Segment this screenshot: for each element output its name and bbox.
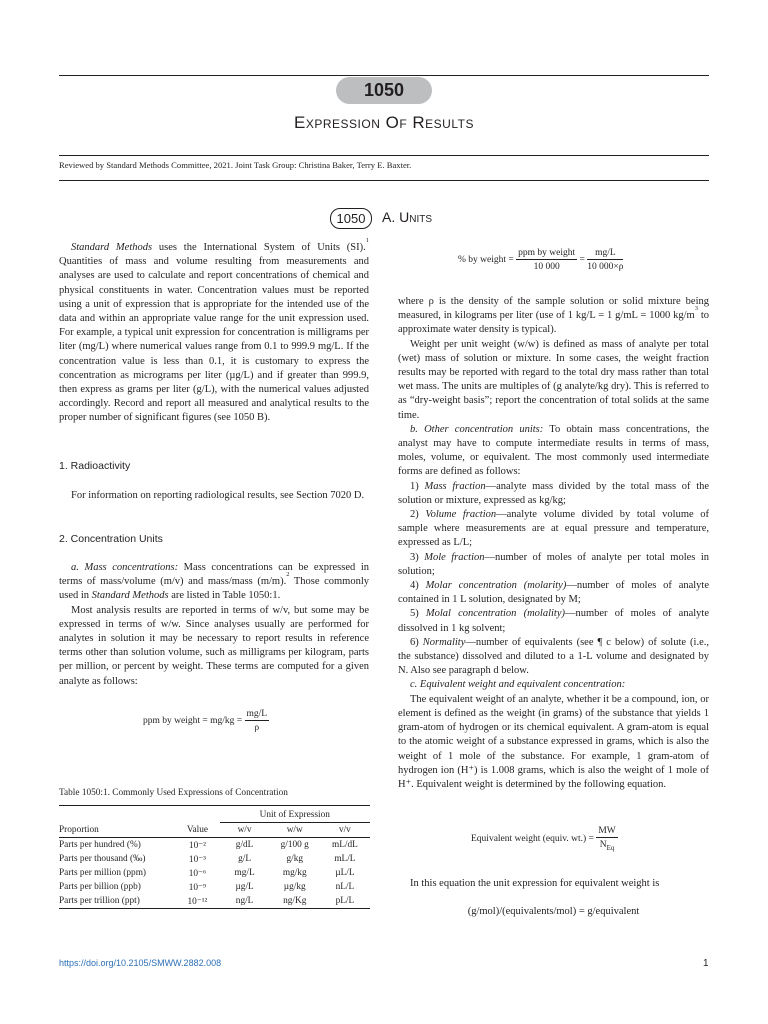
equivalent-heading: c. Equivalent weight and equivalent concentration: <box>410 679 626 691</box>
page-title: Expression Of Results <box>294 113 474 132</box>
list-item: 2) Volume fraction—analyte volume divided by total volume of sample where measurements are at equal pressure and temperature, expressed as L/L; <box>398 509 709 549</box>
section-number-badge: 1050 <box>336 77 432 104</box>
title-rule <box>59 155 709 156</box>
list-item: 1) Mass fraction—analyte mass divided by the total mass of the solution or mixture, expressed as kg/kg; <box>398 480 710 506</box>
reviewed-rule <box>59 180 709 181</box>
heading-concentration-units: 2. Concentration Units <box>59 533 163 545</box>
table-top-rule <box>59 805 370 806</box>
unit-header: Unit of Expression <box>220 808 371 823</box>
top-rule <box>59 75 709 76</box>
section-title: A. Units <box>382 209 433 225</box>
table-row: Parts per hundred (%) 10⁻² g/dL g/100 g mL/dL <box>59 840 358 851</box>
col-header: Proportion <box>59 824 99 835</box>
radioactivity-paragraph: For information on reporting radiological results, see Section 7020 D. <box>71 490 365 501</box>
table-row: Parts per billion (ppb) 10⁻⁹ µg/L µg/kg nL/L <box>59 882 355 893</box>
ppm-equation: ppm by weight = mg/kg = $\frac{mg/L}{\rho}$ <box>143 709 268 733</box>
units-equation: (g/mol)/(equivalents/mol) = g/equivalent <box>467 906 640 917</box>
table-caption: Table 1050:1. Commonly Used Expressions of Concentration <box>59 788 288 798</box>
col-header: v/v <box>338 825 351 835</box>
concentration-table <box>59 808 370 909</box>
list-item: 6) Normality—number of equivalents (see ¶ c below) of solute (i.e., the substance) dissolved and diluted to a 1-L volume and designated by N. Also see paragraph d below. <box>398 636 709 677</box>
table-row: Parts per thousand (‰) 10⁻³ g/L g/kg mL/L <box>59 854 356 865</box>
list-item: 3) Mole fraction—number of moles of analyte per total moles in solution; <box>398 551 709 577</box>
other-units-paragraph: b. Other concentration units: To obtain mass concentrations, the analyst may have to compute intermediate results in terms of mass, moles, volume, or equivalent. The most commonly used intermediate forms are defined as follows: <box>398 423 710 478</box>
section-badge: 1050 <box>330 208 372 229</box>
equivalent-paragraph: The equivalent weight of an analyte, whether it be a compound, ion, or element is defined as the weight (in grams) of the substance that yields 1 gram-atom of hydrogen or its chemical equivalent. A gram-atom is equal to the atomic weight of a substance expressed in grams, which is also the weight of 1 mole of the substance. For example, 1 gram-atom of hydrogen ion (H⁺) is 1.008 grams, which is also the weight of 1 mole of H⁺. Equivalent weight is determined by the following equation. <box>398 693 709 790</box>
reviewed-by: Reviewed by Standard Methods Committee, 2021. Joint Task Group: Christina Baker, Terry E. Baxter. <box>59 160 412 170</box>
right-column-text: where ρ is the density of the sample solution or solid mixture being measured, in kilograms per liter (use of 1 kg/L = 1 g/mL = 1000 $kg/m^3$ to approximate water density is typical). Weight per unit weight (w/w) is defined as mass of analyte per total (wet) mass of solution or mixture. In some cases, the weight fraction results may be reported with regard to the total dry mass rather than total wet mass. The units are multiples of (g analyte/kg dry). This is referred to as “dry-weight basis”; report the concentration of total solids at the same time. b. Other concentration units: To obtain mass concentrations, the analyst may have to compute intermediate results in terms of mass, moles, volume, or equivalent. The most commonly used intermediate forms are defined as follows: 1) Mass fraction—analyte mass divided by the total mass of the solution or mixture, expressed as kg/kg; 2) Volume fraction—analyte volume divided by total volume of sample where measurements are at equal pressure and temperature, expressed as L/L; 3) Mole fraction—number of moles of analyte per total moles in solution; 4) Molar concentration (molarity)—number of moles of analyte contained in 1 L solution, designated by M; 5) Molal concentration (molality)—number of moles of analyte dissolved in 1 kg solvent; 6) Normality—number of equivalents (see ¶ c below) of solute (i.e., the substance) dissolved and diluted to a 1-L volume and designated by N. Also see paragraph d below. c. Equivalent weight and equivalent concentration: The equivalent weight of an analyte, whether it be a compound, ion, or element is defined as the weight (in grams) of the substance that yields 1 gram-atom of hydrogen or its chemical equivalent. A gram-atom is equal to the atomic weight of a substance expressed in grams, which is also the weight of 1 mole of the substance. For example, 1 gram-atom of hydrogen ion (H⁺) is 1.008 grams, which is also the weight of 1 mole of H⁺. Equivalent weight is determined by the following equation. <box>398 295 709 792</box>
mass-concentrations-paragraph: a. Mass concentrations: Mass concentrations can be expressed in terms of mass/volume (m/v) and mass/mass (m/m).$^2$ Those commonly used in Standard Methods are listed in Table 1050:1. Most analysis results are reported in terms of w/v, but some may be expressed in terms of w/w. Since analyses usually are performed for analytes in solution it may be necessary to report results in reference terms other than solution volume, such as milligrams per kilogram, parts per million, or percent by weight. These terms are computed for a given analyte as follows: <box>59 561 369 689</box>
equivalent-weight-equation: Equivalent weight (equiv. wt.) = $\frac{MW}{N_{Eq}}$ <box>471 826 616 852</box>
heading-radioactivity: 1. Radioactivity <box>59 460 131 472</box>
list-item: 5) Molal concentration (molality)—number of moles of analyte dissolved in 1 kg solvent; <box>398 608 710 634</box>
unit-expression-paragraph: In this equation the unit expression for equivalent weight is <box>410 878 660 889</box>
col-header: Value <box>186 824 209 835</box>
col-header: w/w <box>286 825 303 835</box>
table-row: Parts per trillion (ppt) 10⁻¹² ng/L ng/Kg pL/L <box>59 894 370 909</box>
page-number: 1 <box>703 958 709 969</box>
mass-b-paragraph: Most analysis results are reported in terms of w/v, but some may be expressed in terms of w/w. Since analyses usually are performed for analytes in solution it may be necessary to report results in reference terms other than solution volume, such as milligrams per kilogram, parts per million, or percent by weight. These terms are computed for a given analyte as follows: <box>59 604 369 687</box>
doi-link[interactable]: https://doi.org/10.2105/SMWW.2882.008 <box>59 958 222 968</box>
percent-weight-equation: % by weight = $\frac{\text{ppm by weight}}{10 000}$ = $\frac{mg/L}{10 000\times\rho}$ <box>458 248 624 272</box>
list-item: 4) Molar concentration (molarity)—number of moles of analyte contained in 1 L solution, designated by M; <box>398 580 710 606</box>
table-row: Parts per million (ppm) 10⁻⁶ mg/L mg/kg µL/L <box>59 868 355 879</box>
col-header: w/v <box>237 825 252 835</box>
intro-paragraph: Standard Methods uses the International System of Units (SI).$^1$ Quantities of mass and volume resulting from measurements and analyses are used to calculate and report concentrations of chemical and physical constituents in water. Concentration values must be reported using a unit of expression that is appropriate for the intended use of the data and within an appropriate value range for the unit expression used. For example, a typical unit expression for concentration is milligrams per liter (mg/L) where numerical values range from 0.1 to 999.9 mg/L. If the concentration value is less than 0.1, it is customary to express the concentration as micrograms per liter (µg/L) and if greater than 999.9, then express as grams per liter (g/L), with the numerical values adjusted accordingly. Record and report all measured and analytical results to the proper number of significant figures (see 1050 B). <box>59 237 369 424</box>
weight-per-weight-paragraph: Weight per unit weight (w/w) is defined as mass of analyte per total (wet) mass of solution or mixture. In some cases, the weight fraction results may be reported with regard to the total dry mass rather than total wet mass. The units are multiples of (g analyte/kg dry). This is referred to as “dry-weight basis”; report the concentration of total solids at the same time. <box>398 338 709 421</box>
